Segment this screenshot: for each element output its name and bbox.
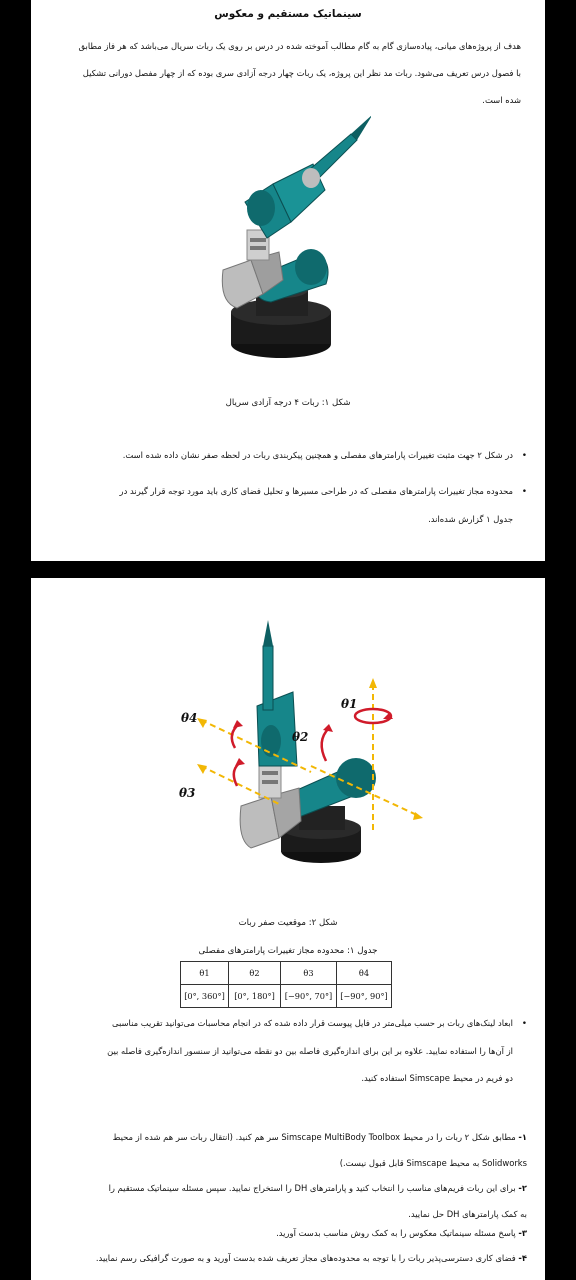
task-number: ۱- xyxy=(518,1132,527,1142)
bullet-mark: • xyxy=(521,487,527,497)
joint-limits-table xyxy=(180,961,392,1008)
page-2 xyxy=(31,578,545,1280)
page-title: سینماتیک مستقیم و معکوس xyxy=(214,8,362,20)
task-text: پاسخ مسئله سینماتیک معکوس را به کمک روش مناسب بدست آورید. xyxy=(276,1228,516,1238)
task-item xyxy=(49,1220,527,1246)
task-text: به کمک پارامترهای DH حل نمایید. xyxy=(408,1209,527,1219)
theta3-label: θ3 xyxy=(179,786,196,800)
intro-line: با فصول درس تعریف می‌شود. ربات مد نظر این پروژه، یک ربات چهار درجه آزادی سری بوده که از چهار مفصل دورانی تشکیل xyxy=(82,68,521,78)
table-cell: [−90°, 70°] xyxy=(281,985,337,1008)
bullet-text: محدوده مجاز تغییرات پارامترهای مفصلی که در طراحی مسیرها و تحلیل فضای کاری باید مورد توجه قرار گیرند در xyxy=(119,486,513,496)
table-header-row xyxy=(181,962,392,985)
bullet-text: جدول ۱ گزارش شده‌اند. xyxy=(428,514,513,524)
table-header-cell: θ2 xyxy=(229,962,281,985)
task-item xyxy=(49,1124,527,1176)
table-cell: [−90°, 90°] xyxy=(337,985,392,1008)
page-1 xyxy=(31,0,545,561)
robot-figure-1 xyxy=(201,112,371,364)
table-caption: جدول ۱: محدوده مجاز تغییرات پارامترهای مفصلی xyxy=(198,946,378,956)
task-number: ۳- xyxy=(518,1228,527,1238)
task-text: Solidworks به محیط Simscape قابل قبول نیست.) xyxy=(339,1158,527,1168)
intro-line: هدف از پروژه‌های میانی، پیاده‌سازی گام به گام مطالب آموخته شده در درس بر روی یک ربات سریال می‌باشد که هر فاز مطابق xyxy=(78,41,521,51)
task-text: فضای کاری دسترسی‌پذیر ربات را با توجه به محدوده‌های مجاز تعریف شده بدست آورید و به صورت گرافیکی رسم نمایید. xyxy=(95,1253,516,1263)
task-number: ۴- xyxy=(518,1253,527,1263)
bullet-item xyxy=(49,478,527,533)
bullet-text: در شکل ۲ جهت مثبت تغییرات پارامترهای مفصلی و همچنین پیکربندی ربات در لحظه صفر نشان داده شده است. xyxy=(122,450,513,460)
table-row xyxy=(181,985,392,1008)
intro-line: شده است. xyxy=(482,95,521,105)
bullet-item xyxy=(49,1010,527,1092)
task-number: ۲- xyxy=(518,1183,527,1193)
table-cell: [0°, 180°] xyxy=(229,985,281,1008)
theta4-label: θ4 xyxy=(181,711,198,725)
bullet-text: از آن‌ها را استفاده نمایید. علاوه بر این برای اندازه‌گیری فاصله بین دو نقطه می‌توانید از سنسور اندازه‌گیری فاصله بین xyxy=(107,1046,513,1056)
robot-figure-2 xyxy=(161,616,431,886)
table-header-cell: θ3 xyxy=(281,962,337,985)
bullet-text: ابعاد لینک‌های ربات بر حسب میلی‌متر در فایل پیوست قرار داده شده که در انجام محاسبات می‌توانید تقریب مناسبی xyxy=(112,1018,513,1028)
task-text: مطابق شکل ۲ ربات را در محیط Simscape MultiBody Toolbox سر هم کنید. (انتقال ربات سر هم شده از محیط xyxy=(112,1132,516,1142)
table-header-cell: θ4 xyxy=(337,962,392,985)
bullet-item xyxy=(49,442,527,470)
intro-paragraph xyxy=(55,33,521,114)
theta1-label: θ1 xyxy=(341,697,358,711)
bullet-mark: • xyxy=(521,451,527,461)
table-cell: [0°, 360°] xyxy=(181,985,229,1008)
theta2-label: θ2 xyxy=(292,730,309,744)
table-header-cell: θ1 xyxy=(181,962,229,985)
task-item xyxy=(49,1245,527,1271)
bullet-mark: • xyxy=(521,1019,527,1029)
figure-2-caption: شکل ۲: موقعیت صفر ربات xyxy=(238,918,338,928)
task-text: برای این ربات فریم‌های مناسب را انتخاب کنید و پارامترهای DH را استخراج نمایید. سپس مسئله سینماتیک مستقیم را xyxy=(108,1183,516,1193)
bullet-text: دو فریم در محیط Simscape استفاده کنید. xyxy=(361,1073,513,1083)
figure-1-caption: شکل ۱: ربات ۴ درجه آزادی سریال xyxy=(225,398,351,408)
